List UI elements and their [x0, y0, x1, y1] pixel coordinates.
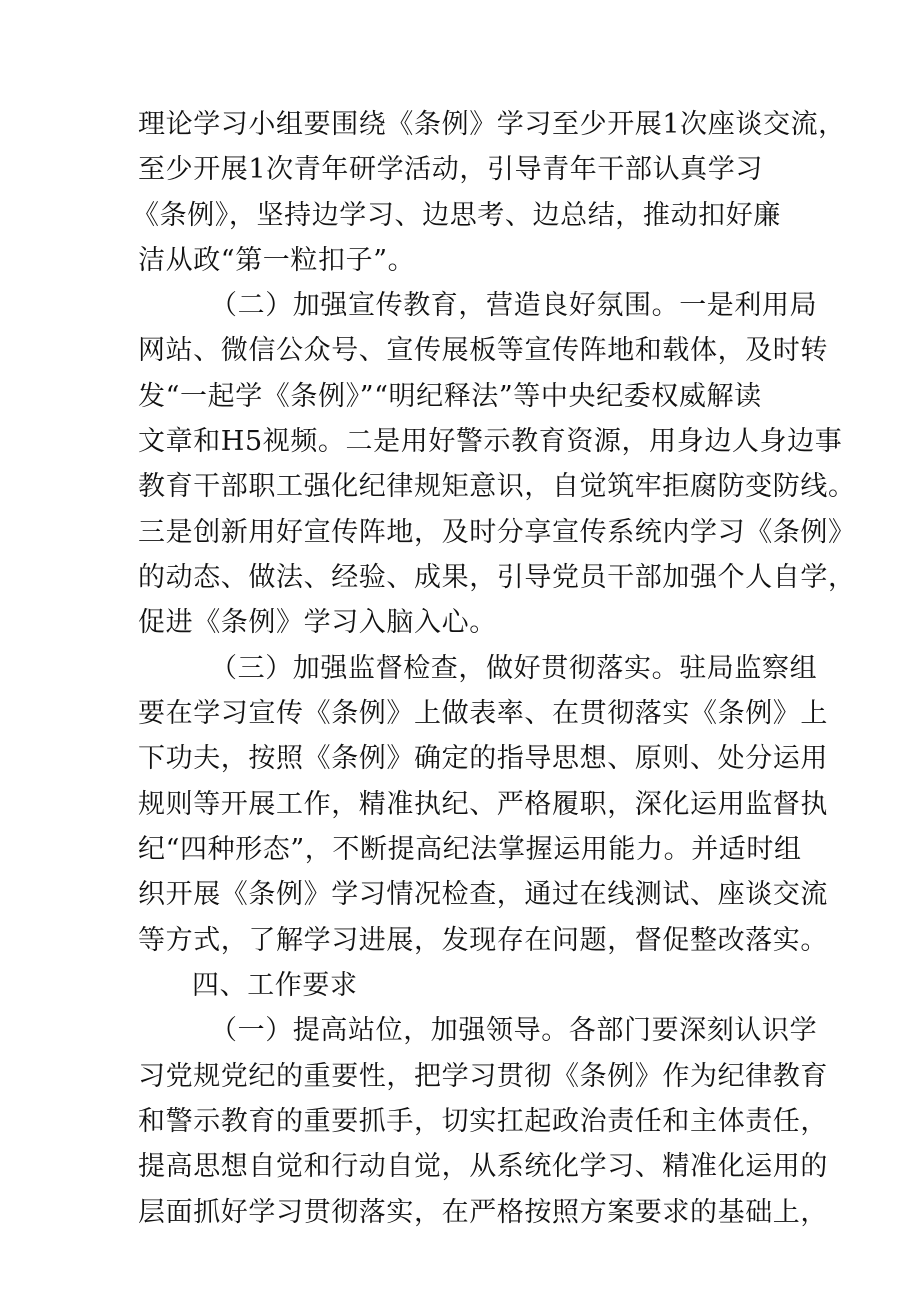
text-line: 文章和H5视频。二是用好警示教育资源，用身边人身边事 [138, 426, 843, 457]
section-heading-3: （三）加强监督检查，做好贯彻落实。驻局监察组 [210, 653, 818, 684]
chapter-heading: 四、工作要求 [192, 970, 358, 1001]
text-line: 和警示教育的重要抓手，切实扛起政治责任和主体责任， [138, 1106, 828, 1137]
text-line: 《条例》，坚持边学习、边思考、边总结，推动扣好廉 [132, 200, 781, 231]
text-line: 教育干部职工强化纪律规矩意识，自觉筑牢拒腐防变防线。 [138, 471, 856, 502]
text-line: 三是创新用好宣传阵地，及时分享宣传系统内学习《条例》 [138, 517, 856, 548]
text-line: 促进《条例》学习入脑入心。 [138, 607, 497, 638]
text-line: 洁从政“第一粒扣子”。 [138, 245, 416, 276]
text-line: 织开展《条例》学习情况检查，通过在线测试、座谈交流 [138, 879, 828, 910]
text-line: 理论学习小组要围绕《条例》学习至少开展1次座谈交流， [138, 109, 846, 140]
text-line: 的动态、做法、经验、成果，引导党员干部加强个人自学， [138, 562, 856, 593]
text-line: 提高思想自觉和行动自觉，从系统化学习、精准化运用的 [138, 1151, 828, 1182]
text-line: 层面抓好学习贯彻落实，在严格按照方案要求的基础上， [138, 1197, 828, 1228]
text-line: 要在学习宣传《条例》上做表率、在贯彻落实《条例》上 [138, 698, 828, 729]
text-line: 发“一起学《条例》”“明纪释法”等中央纪委权威解读 [138, 381, 762, 412]
text-line: 至少开展1次青年研学活动，引导青年干部认真学习 [138, 154, 763, 185]
text-line: 习党规党纪的重要性，把学习贯彻《条例》作为纪律教育 [138, 1061, 828, 1092]
section-heading-2: （二）加强宣传教育，营造良好氛围。一是利用局 [210, 290, 818, 321]
text-line: 规则等开展工作，精准执纪、严格履职，深化运用监督执 [138, 789, 828, 820]
text-line: 纪“四种形态”，不断提高纪法掌握运用能力。并适时组 [138, 834, 802, 865]
text-line: 网站、微信公众号、宣传展板等宣传阵地和载体，及时转 [138, 335, 828, 366]
section-heading-1: （一）提高站位，加强领导。各部门要深刻认识学 [210, 1015, 818, 1046]
text-line: 下功夫，按照《条例》确定的指导思想、原则、处分运用 [138, 743, 828, 774]
text-line: 等方式，了解学习进展，发现存在问题，督促整改落实。 [138, 925, 828, 956]
